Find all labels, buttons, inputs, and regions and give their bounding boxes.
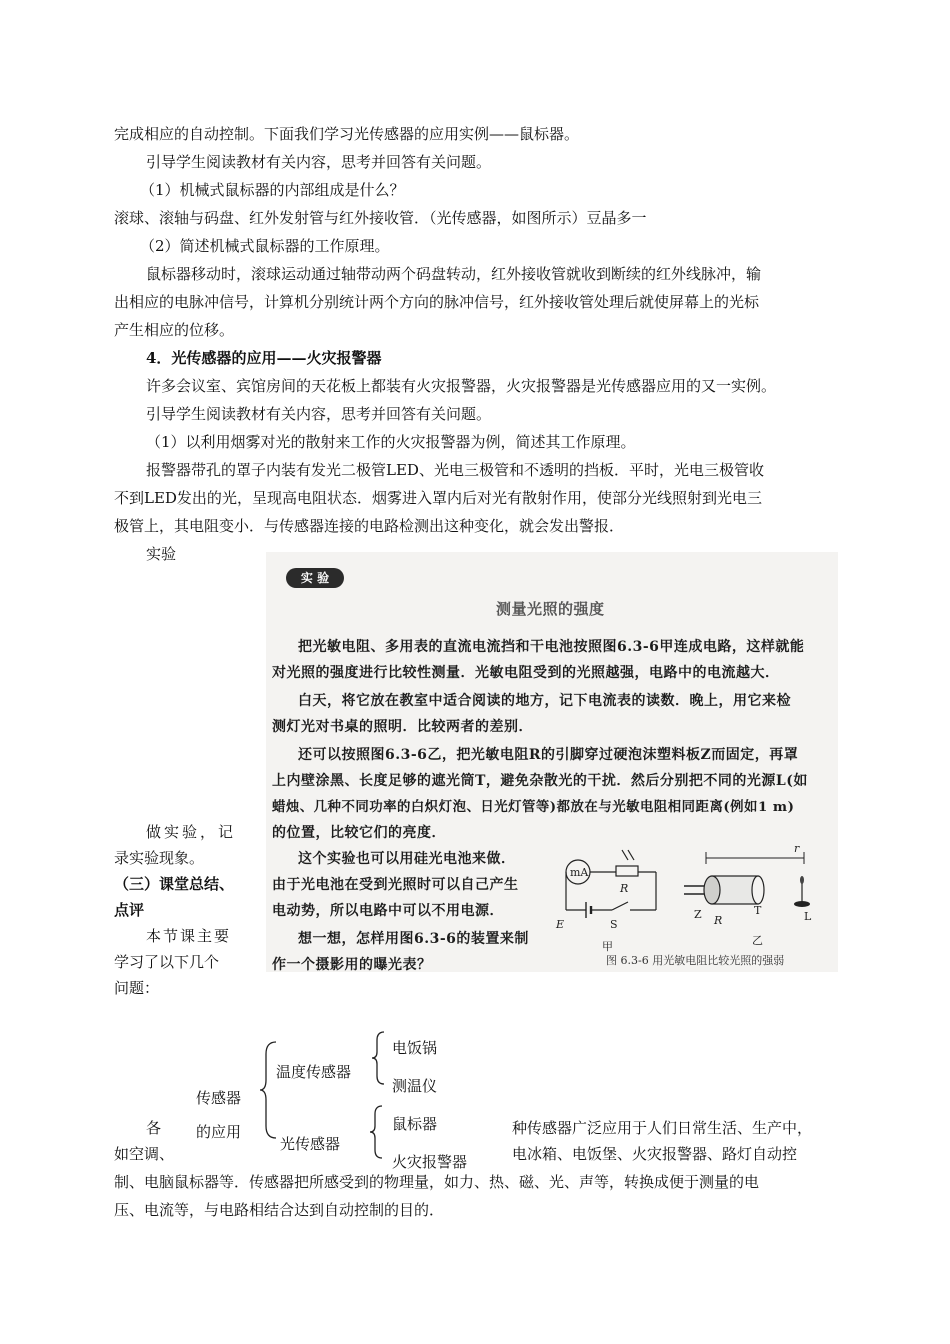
paragraph: 鼠标器移动时，滚球运动通过轴带动两个码盘转动，红外接收管就收到断续的红外线脉冲，输 bbox=[146, 265, 762, 283]
label-ma: mA bbox=[570, 866, 589, 879]
figure-title: 测量光照的强度 bbox=[496, 600, 605, 618]
summary-text: 制、电脑鼠标器等．传感器把所感受到的物理量，如力、热、磁、光、声等，转换成便于测量的电 bbox=[114, 1173, 760, 1191]
tree-leaf: 鼠标器 bbox=[392, 1115, 438, 1133]
paragraph: 引导学生阅读教材有关内容，思考并回答有关问题。 bbox=[146, 405, 492, 423]
figure-text-line: 测灯光对书桌的照明．比较两者的差别． bbox=[272, 719, 533, 735]
answer: 滚球、滚轴与码盘、红外发射管与红外接收管．（光传感器，如图所示）豆晶多一 bbox=[114, 209, 647, 227]
paragraph: 出相应的电脉冲信号，计算机分别统计两个方向的脉冲信号，红外接收管处理后就使屏幕上的光标 bbox=[114, 293, 760, 311]
question: （2）简述机械式鼠标器的工作原理。 bbox=[140, 237, 390, 255]
figure-text-line: 还可以按照图6.3-6乙，把光敏电阻R的引脚穿过硬泡沫塑料板Z而固定，再罩 bbox=[298, 747, 799, 763]
label-l: L bbox=[804, 910, 812, 923]
brace-main bbox=[258, 1040, 288, 1140]
paragraph: 实验 bbox=[146, 545, 177, 563]
figure-text-line: 想一想，怎样用图6.3-6的装置来制 bbox=[298, 931, 529, 947]
tree-leaf: 电饭锅 bbox=[392, 1039, 438, 1057]
section-heading: 4．光传感器的应用——火灾报警器 bbox=[146, 349, 382, 367]
figure-text-line: 电动势，所以电路中可以不用电源． bbox=[272, 903, 504, 919]
paragraph: 引导学生阅读教材有关内容，思考并回答有关问题。 bbox=[146, 153, 492, 171]
tree-leaf: 测温仪 bbox=[392, 1077, 438, 1095]
paragraph: 报警器带孔的罩子内装有发光二极管LED、光电三极管和不透明的挡板．平时，光电三极管收 bbox=[146, 461, 764, 479]
tree-root: 的应用 bbox=[196, 1123, 242, 1141]
figure-text-line: 上内壁涂黑、长度足够的遮光筒T，避免杂散光的干扰．然后分别把不同的光源L(如 bbox=[272, 773, 808, 789]
paragraph: 完成相应的自动控制。下面我们学习光传感器的应用实例——鼠标器。 bbox=[114, 125, 580, 143]
side-text: 录实验现象。 bbox=[114, 849, 205, 867]
circuit-diagram-jia bbox=[562, 848, 662, 928]
label-distance-r: r bbox=[794, 842, 800, 855]
figure-text-line: 的位置，比较它们的亮度． bbox=[272, 825, 446, 841]
figure-text-line: 对光照的强度进行比较性测量．光敏电阻受到的光照越强，电路中的电流越大． bbox=[272, 665, 780, 681]
paragraph: 极管上，其电阻变小．与传感器连接的电路检测出这种变化，就会发出警报． bbox=[114, 517, 625, 535]
side-text: 本节课主要 bbox=[146, 927, 232, 945]
side-text: 问题： bbox=[114, 979, 160, 997]
tree-node-light: 光传感器 bbox=[280, 1135, 341, 1153]
label-jia: 甲 bbox=[602, 940, 613, 953]
label-s: S bbox=[610, 918, 618, 931]
section-heading: （三）课堂总结、 bbox=[114, 875, 235, 893]
brace-temp bbox=[370, 1030, 390, 1086]
summary-text: 种传感器广泛应用于人们日常生活、生产中， bbox=[512, 1119, 813, 1137]
textbook-scan-figure bbox=[266, 552, 838, 972]
question: （1）机械式鼠标器的内部组成是什么？ bbox=[140, 181, 405, 199]
brace-light bbox=[368, 1104, 388, 1160]
summary-text: 压、电流等，与电路相结合达到自动控制的目的． bbox=[114, 1201, 445, 1219]
figure-text-line: 把光敏电阻、多用表的直流电流挡和干电池按照图6.3-6甲连成电路，这样就能 bbox=[298, 639, 805, 655]
question: （1）以利用烟雾对光的散射来工作的火灾报警器为例，简述其工作原理。 bbox=[146, 433, 636, 451]
label-r2: R bbox=[714, 914, 723, 927]
paragraph: 产生相应的位移。 bbox=[114, 321, 235, 339]
label-t: T bbox=[754, 904, 762, 917]
paragraph: 不到LED发出的光，呈现高电阻状态．烟雾进入罩内后对光有散射作用，使部分光线照射到光电三 bbox=[114, 489, 762, 507]
tree-root: 传感器 bbox=[196, 1089, 242, 1107]
label-z: Z bbox=[694, 908, 702, 921]
tree-node-temperature: 温度传感器 bbox=[276, 1063, 352, 1081]
summary-text: 各 bbox=[146, 1119, 162, 1137]
tree-leaf: 火灾报警器 bbox=[392, 1153, 468, 1171]
summary-text: 如空调、 bbox=[114, 1145, 175, 1163]
label-e: E bbox=[556, 918, 565, 931]
label-r: R bbox=[620, 882, 629, 895]
figure-caption: 图 6.3-6 用光敏电阻比较光照的强弱 bbox=[606, 954, 785, 967]
section-heading: 点评 bbox=[114, 901, 145, 919]
summary-text: 电冰箱、电饭堡、火灾报警器、路灯自动控 bbox=[512, 1145, 798, 1163]
figure-text-line: 这个实验也可以用硅光电池来做． bbox=[298, 851, 516, 867]
side-text: 做实验，记 bbox=[146, 823, 237, 841]
figure-text-line: 由于光电池在受到光照时可以自己产生 bbox=[272, 877, 519, 893]
figure-text-line: 白天，将它放在教室中适合阅读的地方，记下电流表的读数．晚上，用它来检 bbox=[298, 693, 791, 709]
figure-text-line: 蜡烛、几种不同功率的白炽灯泡、日光灯管等)都放在与光敏电阻相同距离(例如1 m) bbox=[272, 799, 795, 815]
experiment-badge: 实 验 bbox=[286, 568, 344, 588]
side-text: 学习了以下几个 bbox=[114, 953, 220, 971]
figure-text-line: 作一个摄影用的曝光表？ bbox=[272, 957, 432, 972]
paragraph: 许多会议室、宾馆房间的天花板上都装有火灾报警器，火灾报警器是光传感器应用的又一实例。 bbox=[146, 377, 777, 395]
label-yi: 乙 bbox=[752, 934, 763, 947]
